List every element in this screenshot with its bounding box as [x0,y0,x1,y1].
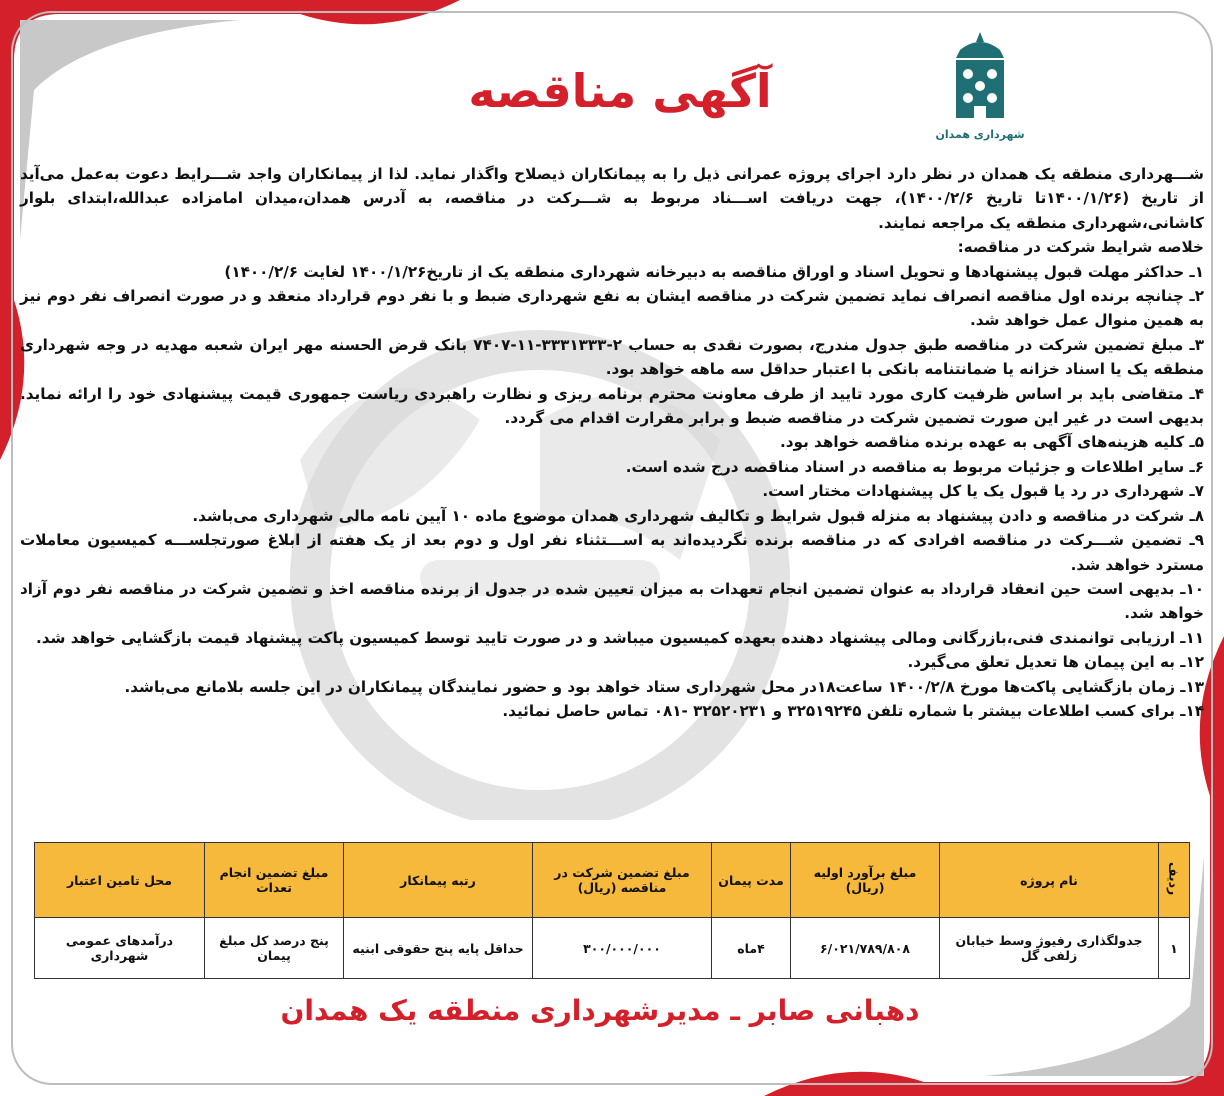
condition-item: ۱۲ـ به این پیمان ها تعدیل تعلق می‌گیرد. [907,653,1204,672]
condition-item: ۱۳ـ زمان بازگشایی پاکت‌ها مورخ ۱۴۰۰/۲/۸ ساعت۱۸در محل شهرداری ستاد خواهد بود و حضور نمایندگان پیمانکاران در این جلسه بلامانع می‌باشد. [124,677,1204,696]
cell-participation-guarantee: ۳۰۰/۰۰۰/۰۰۰ [533,918,712,979]
cell-performance-guarantee: پنج درصد کل مبلغ پیمان [205,918,344,979]
condition-item: ۵ـ کلیه هزینه‌های آگهی به عهده برنده مناقصه خواهد بود. [779,433,1204,452]
header-participation-guarantee: مبلغ تضمین شرکت در مناقصه (ریال) [533,843,712,918]
cell-row-number: ۱ [1159,918,1190,979]
condition-item: ۱۱ـ ارزیابی توانمندی فنی،بازرگانی ومالی پیشنهاد دهنده بعهده کمیسیون میباشد و در صورت تایید توسط کمیسیون پاکت پیشنهاد قیمت بازگشایی خواهد شد. [36,628,1204,647]
cell-initial-estimate: ۶/۰۲۱/۷۸۹/۸۰۸ [791,918,940,979]
header-performance-guarantee: مبلغ تضمین انجام تعدات [205,843,344,918]
condition-item: ۱۴ـ برای کسب اطلاعات بیشتر با شماره تلفن ۳۲۵۱۹۲۴۵ و ۳۲۵۲۰۲۳۱ -۰۸۱ تماس حاصل نمائید. [502,701,1204,720]
condition-item: ۲ـ چنانچه برنده اول مناقصه انصراف نماید تضمین شرکت در مناقصه ایشان به نفع شهرداری ضبط و با نفر دوم قرارداد منعقد و در صورت انصراف نفر دوم نیز به همین منوال عمل خواهد شد. [20,287,1204,330]
condition-item: ۷ـ شهرداری در رد یا قبول یک یا کل پیشنهادات مختار است. [762,482,1204,501]
signature-line: دهبانی صابر ـ مدیرشهرداری منطقه یک همدان [280,994,920,1027]
cell-funding-source: درآمدهای عمومی شهرداری [35,918,205,979]
condition-item: ۱ـ حداکثر مهلت قبول پیشنهادها و تحویل اسناد و اوراق مناقصه به دبیرخانه شهرداری منطقه یک از تاریخ۱۴۰۰/۱/۲۶ لغایت ۱۴۰۰/۲/۶) [224,262,1204,281]
intro-paragraph: شـــهرداری منطقه یک همدان در نظر دارد اجرای پروژه عمرانی ذیل را به پیمانکاران ذیصلاح واگذار نماید. لذا از پیمانکاران واجد شـــرایط دعوت به‌عمل می‌آید از تاریخ (۱۴۰۰/۱/۲۶تا تاریخ ۱۴۰۰/۲/۶)، جهت دریافت اســـناد مربوط به شـــرکت در مناقصه، به آدرس همدان،میدان امامزاده عبدالله،ابتدای بلوار کاشانی،شهرداری منطقه یک مراجعه نمایند. [20,165,1204,232]
notice-title: آگهی مناقصه [468,64,772,118]
header-contractor-grade: رتبه پیمانکار [344,843,533,918]
condition-item: ۹ـ تضمین شـــرکت در مناقصه افرادی که در مناقصه برنده نگردیده‌اند به اســـتثناء نفر اول و دوم بعد از یک هفته از ابلاغ صورتجلســـه کمیسیون معاملات مسترد خواهد شد. [20,531,1204,574]
table-row [35,918,1190,979]
condition-item: ۳ـ مبلغ تضمین شرکت در مناقصه طبق جدول مندرج، بصورت نقدی به حساب ۲-۳۳۳۱۳۳۳-۱۱-۷۴۰۷ بانک قرض الحسنه مهر ایران شعبه مهدیه در وجه شهرداری منطقه یک یا اسناد خزانه یا ضمانتنامه بانکی با اعتبار حداقل سه ماهه خواهد بود. [20,335,1204,379]
cell-contract-duration: ۴ماه [712,918,791,979]
cell-project-name: جدولگذاری رفیوژ وسط خیابان زلفی گل [940,918,1159,979]
notice-body [20,162,1204,723]
logo-caption: شهرداری همدان [935,128,1025,141]
header-funding-source: محل تامین اعتبار [35,843,205,918]
conditions-heading: خلاصه شرایط شرکت در مناقصه: [957,238,1204,257]
header-contract-duration: مدت پیمان [712,843,791,918]
hamedan-municipality-logo-icon [930,28,1030,128]
header-row-number: ردیف [1159,843,1190,918]
condition-item: ۸ـ شرکت در مناقصه و دادن پیشنهاد به منزله قبول شرایط و تکالیف شهرداری همدان موضوع ماده ۱۰ آیین نامه مالی شهرداری می‌باشد. [192,506,1204,525]
tender-table [34,842,1190,979]
condition-item: ۴ـ متقاضی باید بر اساس ظرفیت کاری مورد تایید از طرف معاونت محترم برنامه ریزی و نظارت راهبردی ریاست جمهوری قیمت پیشنهادی خود را ارائه نماید. بدیهی است در غیر این صورت تضمین شرکت در مناقصه ضبط و برابر مقرارت اقدام می گردد. [20,384,1204,428]
header-initial-estimate: مبلغ برآورد اولیه (ریال) [791,843,940,918]
table-header-row [35,843,1190,918]
condition-item: ۱۰ـ بدیهی است حین انعقاد قرارداد به عنوان تضمین انجام تعهدات به میزان تعیین شده در جدول از برنده مناقصه اخذ و تضمین شرکت در مناقصه نفر دوم آزاد خواهد شد. [20,579,1204,623]
header-project-name: نام پروژه [940,843,1159,918]
cell-contractor-grade: حداقل پایه پنج حقوقی ابنیه [344,918,533,979]
condition-item: ۶ـ سایر اطلاعات و جزئیات مربوط به مناقصه در اسناد مناقصه درج شده است. [625,457,1204,476]
municipality-logo [930,28,1030,146]
